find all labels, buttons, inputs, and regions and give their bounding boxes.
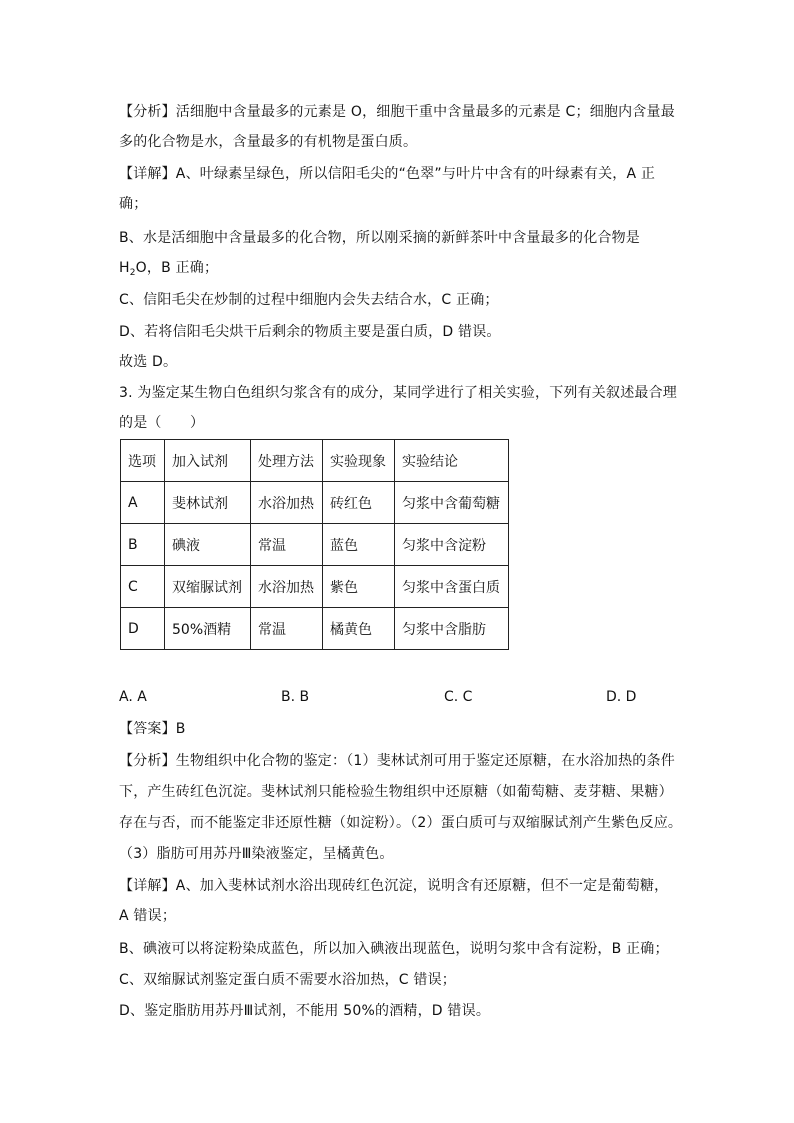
table-cell: 匀浆中含蛋白质 <box>395 566 509 608</box>
table-cell: 匀浆中含脂肪 <box>395 608 509 650</box>
analysis-1-line-1: 【分析】活细胞中含量最多的元素是 O，细胞干重中含量最多的元素是 C；细胞内含量最 <box>119 104 675 120</box>
table-cell: 常温 <box>251 524 323 566</box>
table-cell: 水浴加热 <box>251 482 323 524</box>
table-row <box>121 608 509 650</box>
question-3-stem-line-2: 的是（ ） <box>119 415 205 431</box>
question-3-table <box>120 439 509 650</box>
detail-2-line-4: C、双缩脲试剂鉴定蛋白质不需要水浴加热，C 错误； <box>119 972 456 988</box>
option-d: D. D <box>606 689 637 705</box>
table-header-cell: 加入试剂 <box>165 440 251 482</box>
detail-1-line-5: C、信阳毛尖在炒制的过程中细胞内会失去结合水，C 正确； <box>119 292 499 308</box>
analysis-2-line-1: 【分析】生物组织中化合物的鉴定：（1）斐林试剂可用于鉴定还原糖，在水浴加热的条件 <box>119 753 675 769</box>
table-cell: C <box>121 566 165 608</box>
detail-1-line-4 <box>119 258 218 283</box>
detail-1-line-6: D、若将信阳毛尖烘干后剩余的物质主要是蛋白质，D 错误。 <box>119 324 501 340</box>
table-cell: 蓝色 <box>323 524 395 566</box>
table-row <box>121 524 509 566</box>
formula-h: H <box>119 260 130 276</box>
detail-1-line-3: B、水是活细胞中含量最多的化合物，所以刚采摘的新鲜茶叶中含量最多的化合物是 <box>119 230 641 246</box>
table-header-cell: 实验结论 <box>395 440 509 482</box>
table-cell: 双缩脲试剂 <box>165 566 251 608</box>
table-cell: A <box>121 482 165 524</box>
table-cell: D <box>121 608 165 650</box>
table-cell: 常温 <box>251 608 323 650</box>
table-row <box>121 482 509 524</box>
option-b: B. B <box>281 689 310 705</box>
table-cell: 50%酒精 <box>165 608 251 650</box>
table-header-row <box>121 440 509 482</box>
analysis-2-line-2: 下，产生砖红色沉淀。斐林试剂只能检验生物组织中还原糖（如葡萄糖、麦芽糖、果糖） <box>119 784 673 800</box>
analysis-1-line-2: 多的化合物是水，含量最多的有机物是蛋白质。 <box>119 134 418 150</box>
table-cell: 碘液 <box>165 524 251 566</box>
table-cell: 紫色 <box>323 566 395 608</box>
detail-2-line-2: A 错误； <box>119 908 177 924</box>
table-cell: 橘黄色 <box>323 608 395 650</box>
analysis-2-line-3: 存在与否，而不能鉴定非还原性糖（如淀粉）。（2）蛋白质可与双缩脲试剂产生紫色反应。 <box>119 815 683 831</box>
option-c: C. C <box>444 689 473 705</box>
table-cell: B <box>121 524 165 566</box>
detail-1-line-2: 确； <box>119 196 148 212</box>
table-cell: 匀浆中含淀粉 <box>395 524 509 566</box>
option-a: A. A <box>119 689 147 705</box>
table-row <box>121 566 509 608</box>
detail-2-line-3: B、碘液可以将淀粉染成蓝色，所以加入碘液出现蓝色，说明匀浆中含有淀粉，B 正确； <box>119 941 669 957</box>
detail-1-line-7: 故选 D。 <box>119 354 178 370</box>
table-cell: 砖红色 <box>323 482 395 524</box>
table-header-cell: 实验现象 <box>323 440 395 482</box>
question-3-stem-line-1: 3. 为鉴定某生物白色组织匀浆含有的成分，某同学进行了相关实验，下列有关叙述最合理 <box>119 385 678 401</box>
table-header-cell: 选项 <box>121 440 165 482</box>
detail-1-line-4-rest: O，B 正确； <box>135 260 219 276</box>
detail-1-line-1: 【详解】A、叶绿素呈绿色，所以信阳毛尖的“色翠”与叶片中含有的叶绿素有关，A 正 <box>119 166 656 182</box>
table-header-cell: 处理方法 <box>251 440 323 482</box>
table-cell: 斐林试剂 <box>165 482 251 524</box>
formula-subscript: 2 <box>129 268 136 278</box>
answer-options <box>119 689 679 709</box>
detail-2-line-1: 【详解】A、加入斐林试剂水浴出现砖红色沉淀，说明含有还原糖，但不一定是葡萄糖， <box>119 878 669 894</box>
table-cell: 水浴加热 <box>251 566 323 608</box>
table-cell: 匀浆中含葡萄糖 <box>395 482 509 524</box>
analysis-2-line-4: （3）脂肪可用苏丹Ⅲ染液鉴定，呈橘黄色。 <box>119 846 394 862</box>
answer-line: 【答案】B <box>119 721 186 737</box>
detail-2-line-5: D、鉴定脂肪用苏丹Ⅲ试剂，不能用 50%的酒精，D 错误。 <box>119 1003 491 1019</box>
